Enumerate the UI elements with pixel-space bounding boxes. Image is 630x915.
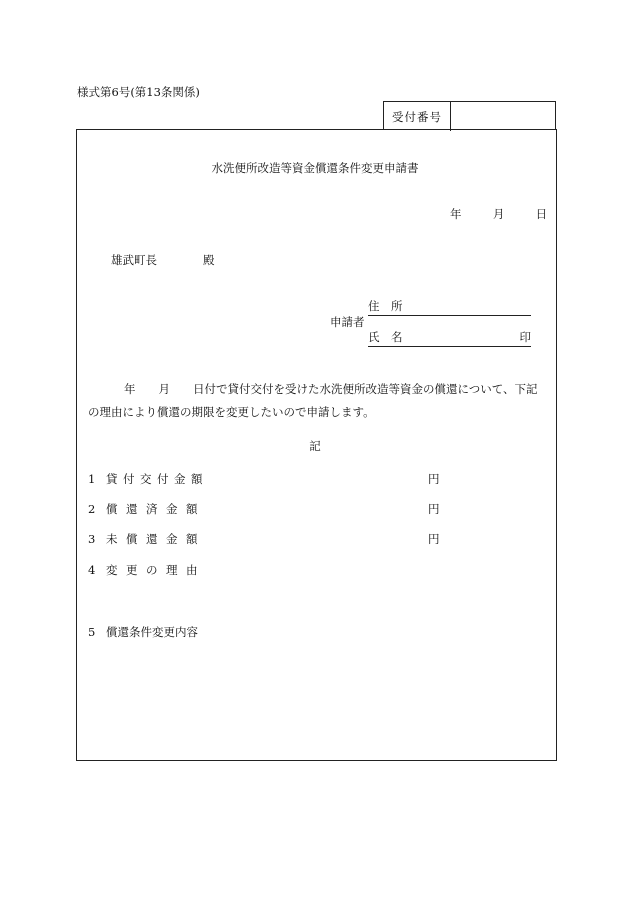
address-row: [368, 301, 531, 316]
item-repaid-amount: 2 償還済金額: [88, 502, 206, 516]
item-change-reason: 4 変更の理由: [88, 563, 206, 577]
body-paragraph: [88, 378, 548, 424]
date-year: 年: [450, 207, 462, 221]
name-row: [368, 332, 531, 347]
item-loan-amount: 1 貸付交付金額: [88, 472, 208, 486]
document-title: 水洗便所改造等資金償還条件変更申請書: [211, 161, 419, 175]
receipt-number-label: 受付番号: [384, 102, 451, 131]
ki-heading: 記: [309, 439, 321, 453]
body-text: 年 月 日付で貸付交付を受けた水洗便所改造等資金の償還について、下記の理由により償還の期限を変更したいので申請します。: [88, 382, 538, 419]
unit-yen: 円: [428, 502, 440, 516]
seal-mark: 印: [519, 330, 531, 344]
addressee: 雄武町長 殿: [111, 253, 215, 267]
receipt-number-box: [383, 101, 556, 130]
unit-yen: 円: [428, 472, 440, 486]
item-change-details: 5 償還条件変更内容: [88, 625, 198, 639]
name-label: 氏 名: [368, 330, 403, 344]
date-month: 月: [492, 207, 505, 221]
form-number-label: 様式第6号(第13条関係): [77, 85, 200, 99]
item-unrepaid-amount: 3 未償還金額: [88, 532, 206, 546]
unit-yen: 円: [428, 532, 440, 546]
date-line: [450, 209, 547, 221]
date-day: 日: [535, 207, 548, 221]
address-label: 住 所: [368, 299, 403, 313]
applicant-label: 申請者: [330, 315, 365, 329]
